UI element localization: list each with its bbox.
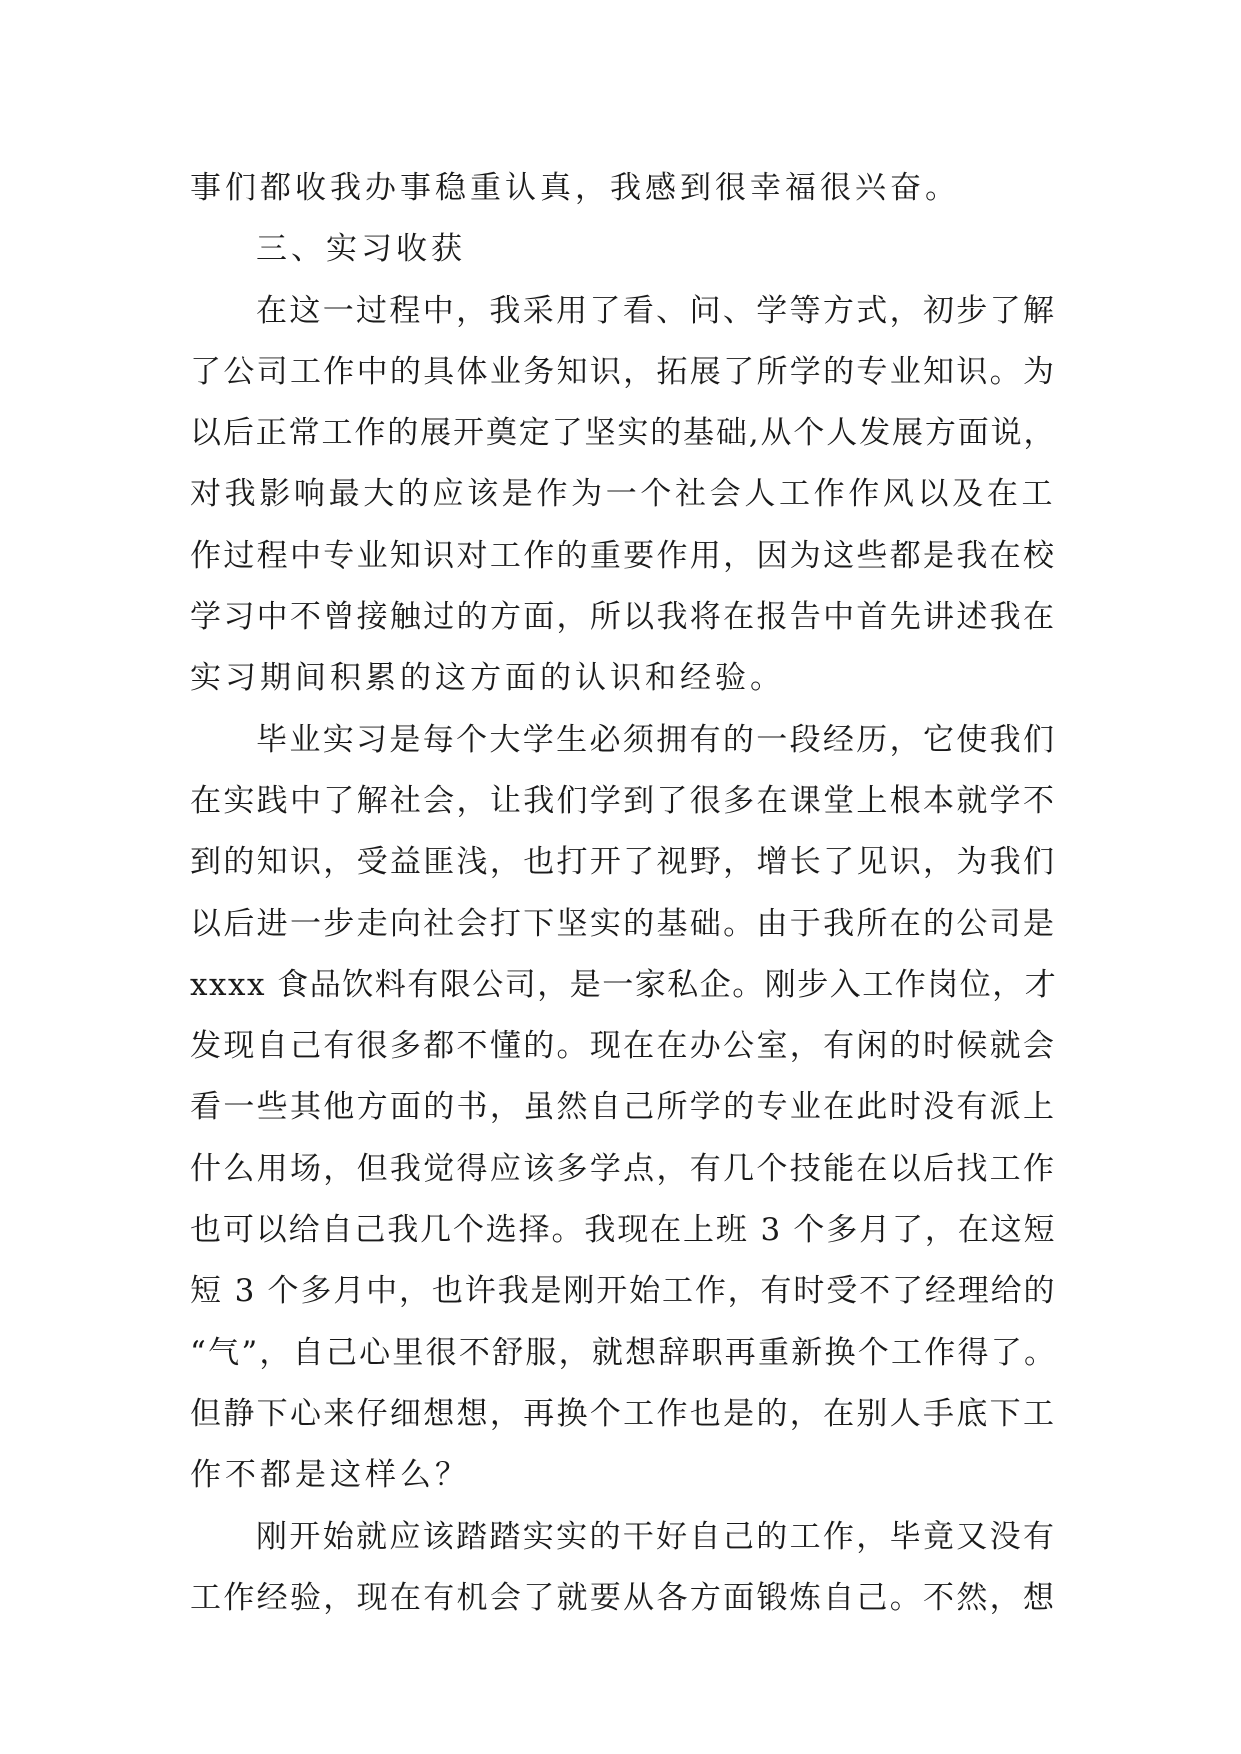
text-line: 看一些其他方面的书，虽然自己所学的专业在此时没有派上 xyxy=(190,1089,1056,1126)
text-line: 什么用场，但我觉得应该多学点，有几个技能在以后找工作 xyxy=(190,1150,1056,1187)
body-text xyxy=(190,158,1056,1629)
section-heading: 三、实习收获 xyxy=(256,231,466,268)
text-line: 事们都收我办事稳重认真，我感到很幸福很兴奋。 xyxy=(190,170,960,206)
text-line: 毕业实习是每个大学生必须拥有的一段经历，它使我们 xyxy=(256,721,1056,758)
text-line: 刚开始就应该踏踏实实的干好自己的工作，毕竟又没有 xyxy=(256,1518,1056,1555)
text-line: 了公司工作中的具体业务知识，拓展了所学的专业知识。为 xyxy=(190,353,1056,390)
text-line: 但静下心来仔细想想，再换个工作也是的，在别人手底下工 xyxy=(190,1395,1056,1432)
text-line: 对我影响最大的应该是作为一个社会人工作作风以及在工 xyxy=(190,476,1056,513)
text-line: 在这一过程中，我采用了看、问、学等方式，初步了解 xyxy=(256,292,1056,329)
text-line: 也可以给自己我几个选择。我现在上班 3 个多月了，在这短 xyxy=(190,1212,1056,1249)
text-line: “气”，自己心里很不舒服，就想辞职再重新换个工作得了。 xyxy=(190,1334,1056,1371)
text-line: 作不都是这样么？ xyxy=(190,1457,470,1494)
text-line: 在实践中了解社会，让我们学到了很多在课堂上根本就学不 xyxy=(190,782,1056,819)
text-line: 实习期间积累的这方面的认识和经验。 xyxy=(190,660,785,697)
text-line: 以后正常工作的展开奠定了坚实的基础,从个人发展方面说， xyxy=(190,415,1056,452)
text-line: 发现自己有很多都不懂的。现在在办公室，有闲的时候就会 xyxy=(190,1028,1056,1065)
text-line: 短 3 个多月中，也许我是刚开始工作，有时受不了经理给的 xyxy=(190,1273,1056,1310)
text-line: 工作经验，现在有机会了就要从各方面锻炼自己。不然，想 xyxy=(190,1579,1056,1616)
text-line: 以后进一步走向社会打下坚实的基础。由于我所在的公司是 xyxy=(190,905,1056,942)
text-line: xxxx 食品饮料有限公司，是一家私企。刚步入工作岗位，才 xyxy=(190,966,1058,1003)
text-line: 到的知识，受益匪浅，也打开了视野，增长了见识，为我们 xyxy=(190,844,1056,881)
text-line: 学习中不曾接触过的方面，所以我将在报告中首先讲述我在 xyxy=(190,599,1056,636)
text-line: 作过程中专业知识对工作的重要作用，因为这些都是我在校 xyxy=(190,537,1056,574)
